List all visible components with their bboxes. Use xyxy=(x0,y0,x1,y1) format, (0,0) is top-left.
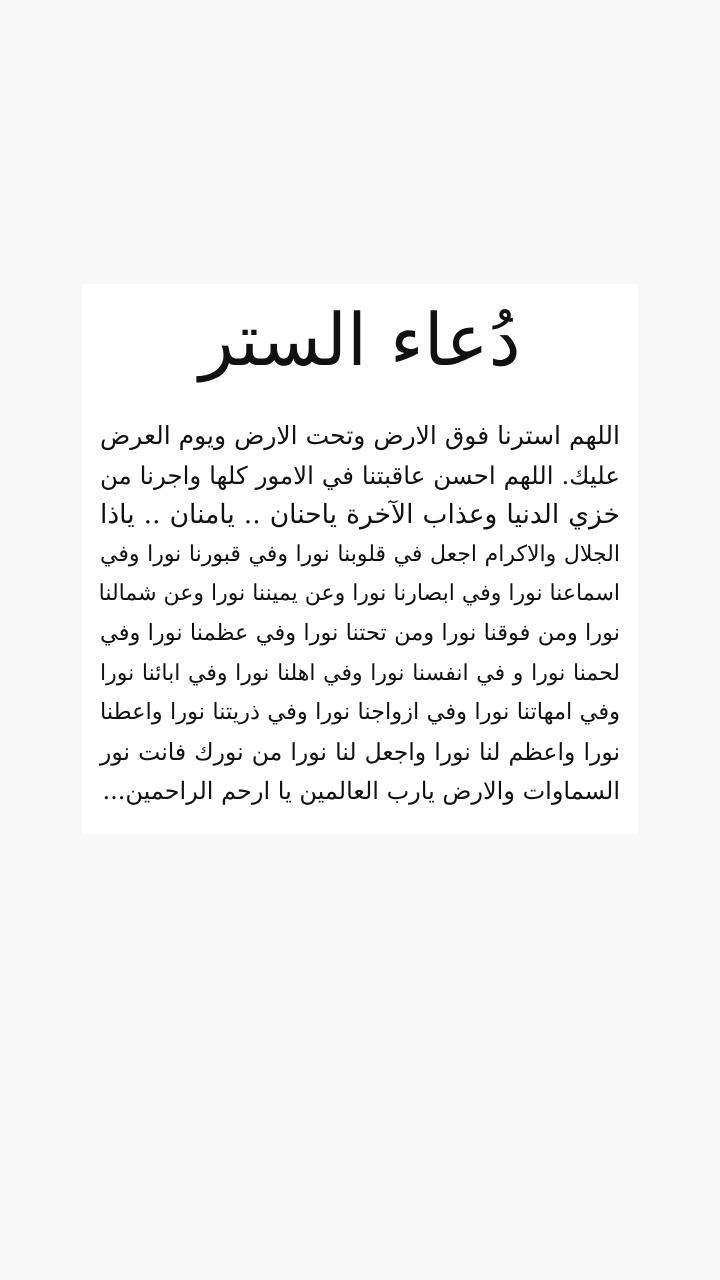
prayer-line: اللهم استرنا فوق الارض وتحت الارض ويوم العرض xyxy=(100,421,620,450)
prayer-line: نورا واعظم لنا نورا واجعل لنا نورا من نورك فانت نور xyxy=(100,737,620,766)
prayer-card xyxy=(82,284,638,834)
prayer-text xyxy=(100,416,620,812)
prayer-line: السماوات والارض يارب العالمين يا ارحم الراحمين... xyxy=(102,777,620,806)
prayer-line: نورا ومن فوقنا نورا ومن تحتنا نورا وفي عظمنا نورا وفي xyxy=(100,619,620,646)
prayer-line: خزي الدنيا وعذاب الآخرة ياحنان .. يامنان .. ياذا xyxy=(100,499,620,531)
prayer-line: وفي امهاتنا نورا وفي ازواجنا نورا وفي ذريتنا نورا واعطنا xyxy=(100,699,620,726)
page-title: دُعاء الستر xyxy=(199,298,521,382)
prayer-line: عليك. اللهم احسن عاقبتنا في الامور كلها واجرنا من xyxy=(100,460,620,490)
prayer-line: اسماعنا نورا وفي ابصارنا نورا وعن يميننا نورا وعن شمالنا xyxy=(98,581,620,607)
prayer-line: الجلال والاكرام اجعل في قلوبنا نورا وفي قبورنا نورا وفي xyxy=(100,541,620,567)
prayer-line: لحمنا نورا و في انفسنا نورا وفي اهلنا نورا وفي ابائنا نورا xyxy=(100,660,620,686)
